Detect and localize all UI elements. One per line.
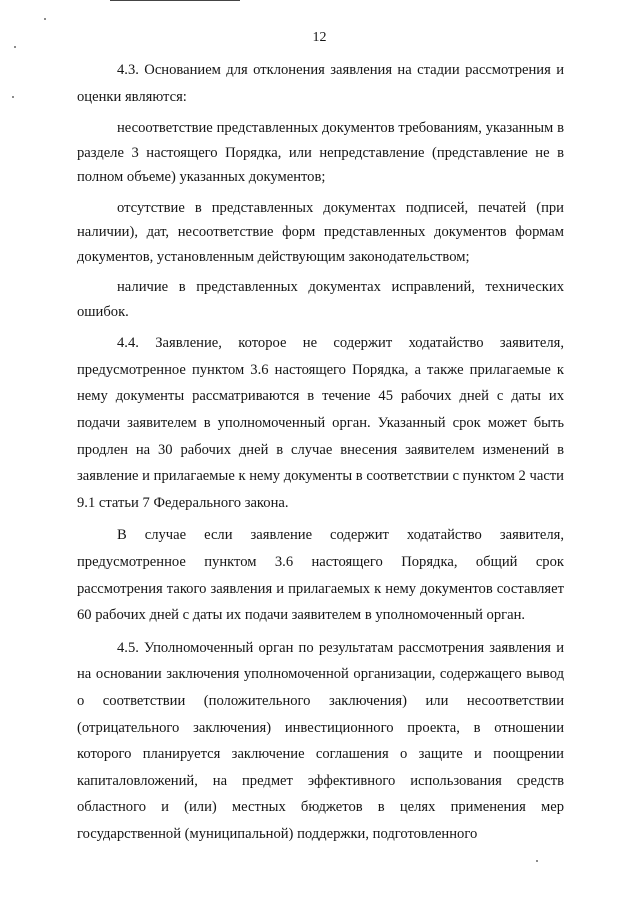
paragraph-item-3: наличие в представленных документах исправлений, технических ошибок. xyxy=(77,279,564,320)
scan-speck xyxy=(12,96,14,98)
document-body xyxy=(77,57,564,847)
paragraph-item-2: отсутствие в представленных документах подписей, печатей (при наличии), дат, несоответствие форм представленных документов формам документов, установленным действующим законодательством; xyxy=(77,199,564,265)
paragraph-item-1: несоответствие представленных документов требованиям, указанным в разделе 3 настоящего Порядка, или непредставление (представление не в полном объеме) указанных документов; xyxy=(77,120,564,186)
scan-speck xyxy=(14,46,16,48)
top-edge-line xyxy=(110,0,240,1)
paragraph-4-4: 4.4. Заявление, которое не содержит ходатайство заявителя, предусмотренное пунктом 3.6 настоящего Порядка, а также прилагаемые к нему документы рассматриваются в течение 45 рабочих дней с даты их подачи заявителем в уполномоченный орган. Указанный срок может быть продлен на 30 рабочих дней в случае внесения заявителем изменений в заявление и прилагаемые к нему документы в соответствии с пунктом 2 части 9.1 статьи 7 Федерального закона. xyxy=(77,335,564,511)
paragraph-4-3: 4.3. Основанием для отклонения заявления на стадии рассмотрения и оценки являются: xyxy=(77,62,564,105)
scan-speck xyxy=(536,860,538,862)
paragraph-4-4-cont: В случае если заявление содержит ходатайство заявителя, предусмотренное пунктом 3.6 настоящего Порядка, общий срок рассмотрения такого заявления и прилагаемых к нему документов составляет 60 рабочих дней с даты их подачи заявителем в уполномоченный орган. xyxy=(77,527,564,624)
page-number: 12 xyxy=(312,30,327,45)
scan-speck xyxy=(44,18,46,20)
paragraph-4-5: 4.5. Уполномоченный орган по результатам рассмотрения заявления и на основании заключения уполномоченной организации, содержащего вывод о соответствии (положительного заключения) или несоответствии (отрицательного заключения) инвестиционного проекта, в отношении которого планируется заключение соглашения о защите и поощрении капиталовложений, на предмет эффективного использования средств областного и (или) местных бюджетов в целях применения мер государственной (муниципальной) поддержки, подготовленного xyxy=(77,639,564,842)
